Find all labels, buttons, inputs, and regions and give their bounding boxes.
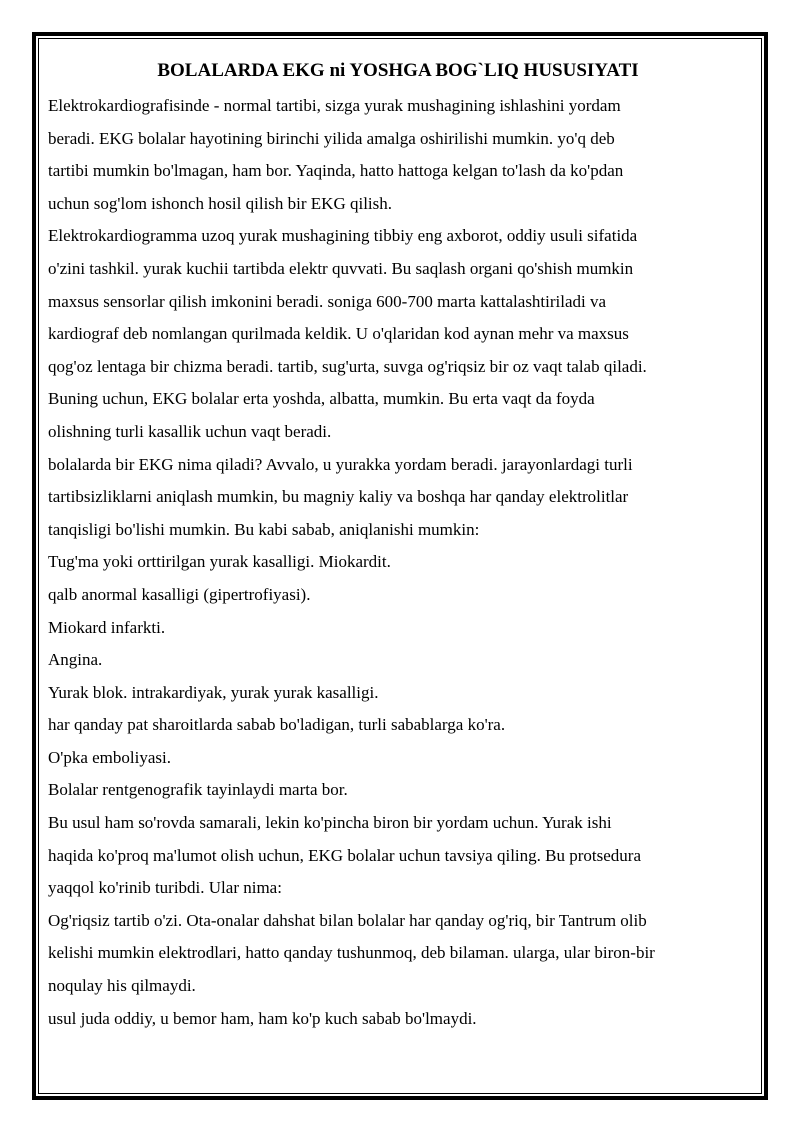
- paragraph: [48, 644, 748, 677]
- text-line: kelishi mumkin elektrodlari, hatto qanday tushunmoq, deb bilaman. ularga, ular biron-bir: [48, 943, 655, 963]
- paragraph: [48, 905, 748, 1003]
- text-line: tartibi mumkin bo'lmagan, ham bor. Yaqinda, hatto hattoga kelgan to'lash da ko'pdan: [48, 161, 624, 181]
- text-line: tartibsizliklarni aniqlash mumkin, bu magniy kaliy va boshqa har qanday elektrolitlar: [48, 487, 629, 507]
- text-line: Og'riqsiz tartib o'zi. Ota-onalar dahshat bilan bolalar har qanday og'riq, bir Tantrum olib: [48, 910, 647, 930]
- paragraph: [48, 449, 748, 547]
- text-line: Buning uchun, EKG bolalar erta yoshda, albatta, mumkin. Bu erta vaqt da foyda: [48, 389, 595, 409]
- text-line: beradi. EKG bolalar hayotining birinchi yilida amalga oshirilishi mumkin. yo'q deb: [48, 128, 615, 148]
- text-line: usul juda oddiy, u bemor ham, ham ko'p kuch sabab bo'lmaydi.: [48, 1008, 477, 1028]
- text-line: yaqqol ko'rinib turibdi. Ular nima:: [48, 878, 282, 898]
- paragraph: [48, 774, 748, 807]
- text-line: Bolalar rentgenografik tayinlaydi marta bor.: [48, 780, 348, 800]
- text-line: o'zini tashkil. yurak kuchii tartibda elektr quvvati. Bu saqlash organi qo'shish mumkin: [48, 258, 634, 278]
- text-line: Elektrokardiogramma uzoq yurak mushagining tibbiy eng axborot, oddiy usuli sifatida: [48, 226, 638, 246]
- text-line: Miokard infarkti.: [48, 617, 166, 637]
- paragraph: [48, 546, 748, 579]
- text-line: kardiograf deb nomlangan qurilmada keldik. U o'qlaridan kod aynan mehr va maxsus: [48, 324, 629, 344]
- text-line: O'pka emboliyasi.: [48, 747, 171, 767]
- paragraph: [48, 742, 748, 775]
- text-line: olishning turli kasallik uchun vaqt beradi.: [48, 421, 332, 441]
- text-line: Elektrokardiografisinde - normal tartibi, sizga yurak mushagining ishlashini yordam: [48, 96, 621, 115]
- paragraph: [48, 807, 748, 905]
- paragraph: [48, 220, 748, 448]
- text-line: har qanday pat sharoitlarda sabab bo'ladigan, turli sabablarga ko'ra.: [48, 715, 506, 735]
- document-title: BOLALARDA EKG ni YOSHGA BOG`LIQ HUSUSIYATI: [157, 60, 639, 81]
- text-line: Yurak blok. intrakardiyak, yurak yurak kasalligi.: [48, 682, 379, 702]
- paragraph: [48, 612, 748, 645]
- paragraph: [48, 90, 748, 220]
- text-line: Tug'ma yoki orttirilgan yurak kasalligi. Miokardit.: [48, 552, 391, 572]
- paragraph: [48, 1003, 748, 1036]
- paragraph: [48, 709, 748, 742]
- text-line: uchun sog'lom ishonch hosil qilish bir EKG qilish.: [48, 193, 393, 213]
- text-line: Bu usul ham so'rovda samarali, lekin ko'pincha biron bir yordam uchun. Yurak ishi: [48, 813, 612, 833]
- text-line: qog'oz lentaga bir chizma beradi. tartib, sug'urta, suvga og'riqsiz bir oz vaqt talab qiladi.: [48, 356, 647, 376]
- paragraph: [48, 677, 748, 710]
- document-body: [48, 56, 748, 1035]
- paragraph-list: [48, 90, 748, 1035]
- text-line: Angina.: [48, 650, 103, 670]
- text-line: haqida ko'proq ma'lumot olish uchun, EKG bolalar uchun tavsiya qiling. Bu protsedura: [48, 845, 641, 865]
- paragraph: [48, 579, 748, 612]
- text-line: tanqisligi bo'lishi mumkin. Bu kabi sabab, aniqlanishi mumkin:: [48, 519, 480, 539]
- text-line: noqulay his qilmaydi.: [48, 976, 196, 996]
- text-line: qalb anormal kasalligi (gipertrofiyasi).: [48, 584, 311, 604]
- text-line: bolalarda bir EKG nima qiladi? Avvalo, u yurakka yordam beradi. jarayonlardagi turli: [48, 454, 633, 474]
- text-line: maxsus sensorlar qilish imkonini beradi. soniga 600-700 marta kattalashtiriladi va: [48, 291, 607, 311]
